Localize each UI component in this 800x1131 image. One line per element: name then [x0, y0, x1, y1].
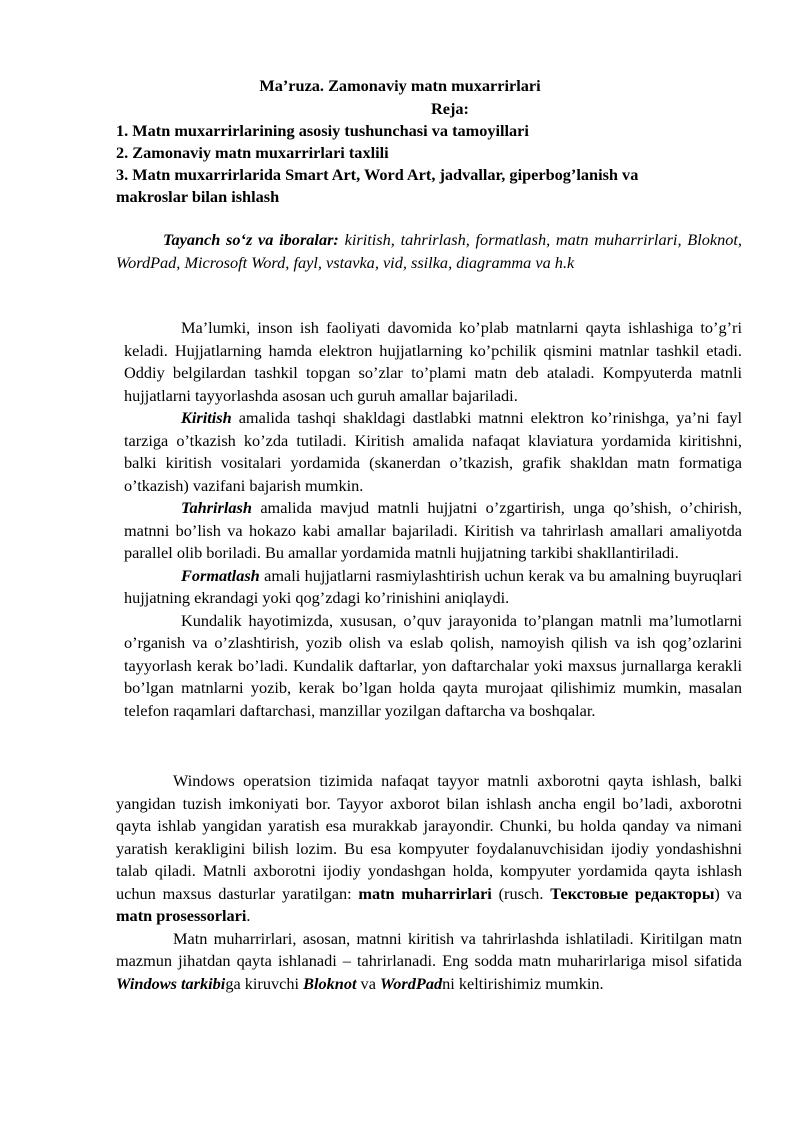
keywords-paragraph	[116, 229, 742, 274]
term-tahrirlash: Tahrirlash	[181, 498, 252, 517]
muharrir-text-d: ni keltirishimiz mumkin.	[442, 973, 604, 993]
paragraph-formatlash	[124, 565, 742, 610]
muharrir-text-b: ga kiruvchi	[225, 973, 304, 993]
term-formatlash: Formatlash	[181, 565, 260, 585]
muharrir-text-a: Matn muharrirlari, asosan, matnni kiritish va tahrirlashda ishlatiladi. Kiritilgan matn mazmun jihatdan qayta ishlanadi – tahrirlanadi. Eng sodda matn muharirlariga misol sifatida	[116, 928, 742, 970]
paragraph-kundalik: Kundalik hayotimizda, xususan, o’quv jarayonida to’plangan matnli ma’lumotlarni o’rganish va o’zlashtirish, yozib olish va eslab qolish, namoyish qilish va ish qog’ozlarini tayyorlash kerak bo’ladi. Kundalik daftarlar, yon daftarchalar yoki maxsus jurnallarga kerakli bo’lgan matnlarni yozib, kerak bo’lgan holda qayta murojaat qilishimiz mumkin, masalan telefon raqamlari daftarchasi, manzillar yozilgan daftarcha va boshqalar.	[124, 610, 742, 720]
lecture-title: Ma’ruza. Zamonaviy matn muxarrirlari	[259, 76, 541, 95]
term-russian: Текстовые редакторы	[550, 883, 715, 903]
term-wordpad: WordPad	[380, 973, 443, 993]
windows-text-a: Windows operatsion tizimida nafaqat tayyor matnli axborotni qayta ishlash, balki yangidan tuzish imkoniyati bor. Tayyor axborot bilan ishlash ancha engil bo’ladi, axborotni qayta ishlab yangidan yaratish esa murakkab jarayondir. Chunki, bu holda qanday va nimani yaratish kerakligini bilish lozim. Bu esa kompyuter foydalanuvchisidan ijodiy yondashishni talab qiladi. Matnli axborotni ijodiy yondashgan holda, kompyuter yordamida qayta ishlash uchun maxsus dasturlar yaratilgan:	[116, 771, 742, 903]
paragraph-muharrirlar	[116, 928, 742, 996]
term-matn-muharrirlari: matn muharrirlari	[358, 883, 492, 903]
kiritish-text: amalida tashqi shakldagi dastlabki matnni elektron ko’rinishga, ya’ni fayl tarziga o’tkazish ko’zda tutiladi. Kiritish amalida nafaqat klaviatura yordamida kiritishni, balki kiritish vositalari yordamida (skanerdan o’tkazish, grafik shakldan matn formatiga o’tkazish) vazifani bajarish mumkin.	[124, 408, 742, 495]
term-windows-tarkibi: Windows tarkibi	[116, 973, 226, 993]
body-section-2	[116, 770, 742, 995]
plan-item-3: 3. Matn muxarrirlarida Smart Art, Word Art, jadvallar, giperbog’lanish va	[116, 165, 639, 184]
paragraph-kiritish	[124, 407, 742, 497]
keywords-text: kiritish, tahrirlash, formatlash, matn muharrirlari, Bloknot, WordPad, Microsoft Word, fayl, vstavka, vid, ssilka, diagramma va h.k	[116, 230, 742, 272]
muharrir-text-c: va	[356, 973, 380, 993]
plan-item-2: 2. Zamonaviy matn muxarrirlari taxlili	[116, 143, 389, 162]
plan-item-3-cont: makroslar bilan ishlash	[116, 187, 280, 206]
windows-text-d: ) va	[714, 883, 743, 903]
paragraph-intro: Ma’lumki, inson ish faoliyati davomida ko’plab matnlarni qayta ishlashiga to’g’ri keladi. Hujjatlarning hamda elektron hujjatlarning ko’pchilik qismini matnlar tashkil etadi. Oddiy belgilardan tashkil topgan so’zlar to’plami matn deb ataladi. Kompyuterda matnli hujjatlarni tayyorlashda asosan uch guruh amallar bajariladi.	[124, 318, 742, 405]
windows-text-c: (rusch.	[491, 883, 551, 903]
body-section-1	[124, 317, 742, 722]
plan-item-1: 1. Matn muxarrirlarining asosiy tushunchasi va tamoyillari	[116, 121, 529, 140]
paragraph-tahrirlash	[124, 497, 742, 565]
term-bloknot: Bloknot	[303, 973, 357, 993]
paragraph-windows	[116, 770, 742, 928]
term-matn-prosessorlari: matn prosessorlari	[116, 906, 247, 925]
keywords-label: Tayanch so‘z va iboralar:	[163, 230, 339, 249]
tahrirlash-text: amalida mavjud matnli hujjatni o’zgartirish, unga qo’shish, o’chirish, matnni bo’lish va hokazo kabi amallar bajariladi. Kiritish va tahrirlash amallari amaliyotda parallel olib boriladi. Bu amallar yordamida matnli hujjatning tarkibi shakllantiriladi.	[124, 498, 742, 562]
term-kiritish: Kiritish	[181, 408, 232, 427]
plan-heading: Reja:	[431, 99, 469, 118]
formatlash-text: amali hujjatlarni rasmiylashtirish uchun kerak va bu amalning buyruqlari hujjatning ekrandagi yoki qog’zdagi ko’rinishini aniqlaydi.	[124, 565, 742, 607]
windows-text-e: .	[246, 906, 251, 925]
